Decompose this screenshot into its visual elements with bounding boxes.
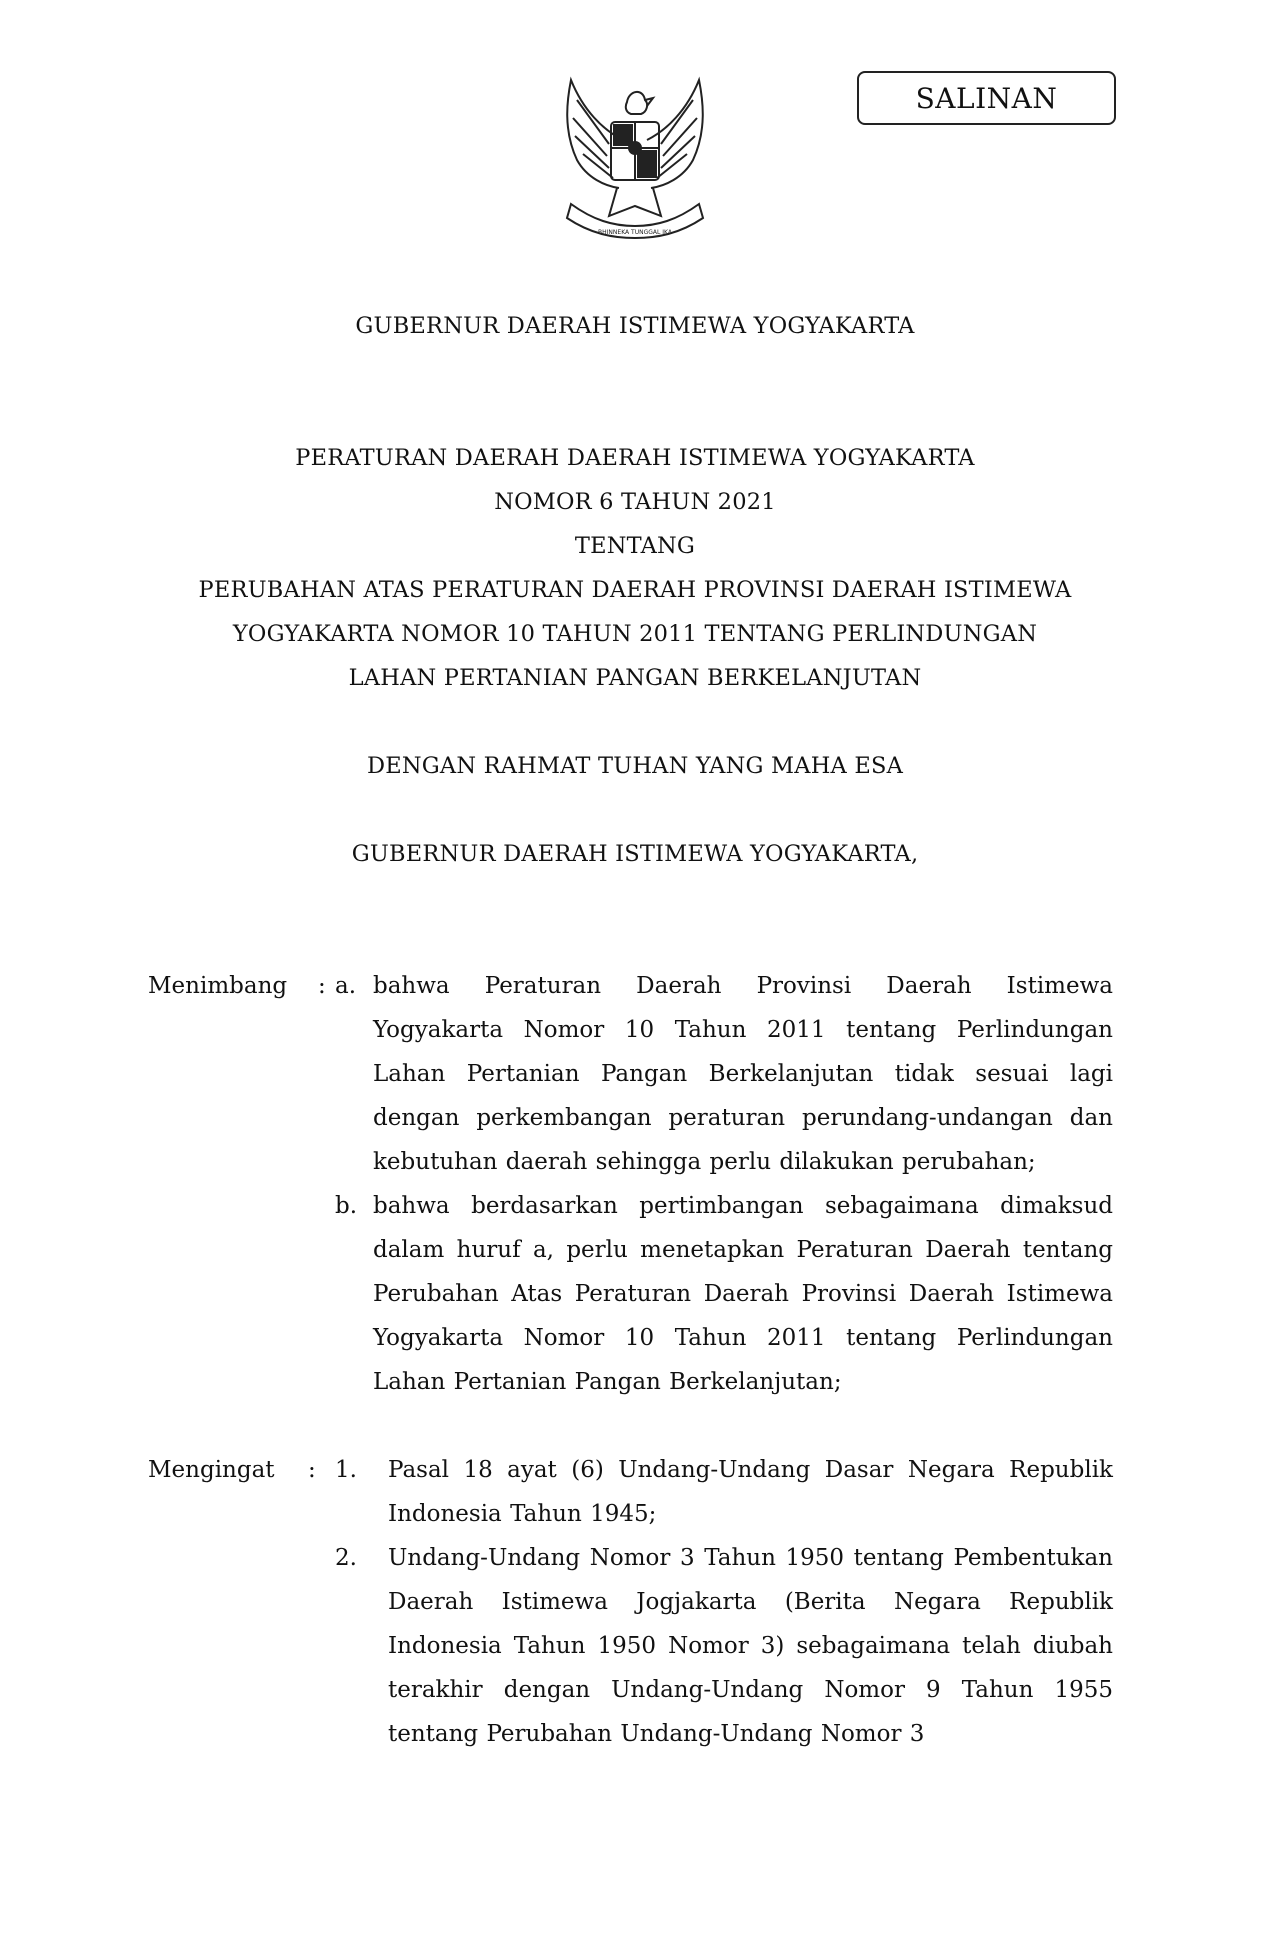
emblem-banner-text: BHINNEKA TUNGGAL IKA (598, 229, 672, 236)
enactor-line: GUBERNUR DAERAH ISTIMEWA YOGYAKARTA, (351, 841, 919, 867)
menimbang-colon: : (318, 973, 326, 999)
mengingat-item-2-marker: 2. (335, 1545, 357, 1571)
mengingat-item-2-text: Undang-Undang Nomor 3 Tahun 1950 tentang Pembentukan Daerah Istimewa Jogjakarta (Berita Negara Republik Indonesia Tahun 1950 Nomor 3) sebagaimana telah diubah terakhir dengan Undang-Undang Nomor 9 Tahun 1955 tentang Perubahan Undang-Undang Nomor 3 (388, 1545, 1113, 1747)
blessing-line: DENGAN RAHMAT TUHAN YANG MAHA ESA (366, 753, 904, 779)
menimbang-item-a-marker: a. (335, 973, 357, 999)
garuda-emblem-icon (553, 70, 717, 242)
regulation-subject-line-3: LAHAN PERTANIAN PANGAN BERKELANJUTAN (348, 665, 922, 691)
menimbang-label: Menimbang (148, 973, 288, 999)
regulation-number: NOMOR 6 TAHUN 2021 (494, 489, 776, 515)
menimbang-item-a-text: bahwa Peraturan Daerah Provinsi Daerah Istimewa Yogyakarta Nomor 10 Tahun 2011 tentang Perlindungan Lahan Pertanian Pangan Berkelanjutan tidak sesuai lagi dengan perkembangan peraturan perundang-undangan dan kebutuhan daerah sehingga perlu dilakukan perubahan; (373, 973, 1113, 1175)
regulation-tentang: TENTANG (574, 533, 696, 559)
mengingat-colon: : (308, 1457, 316, 1483)
regulation-subject-line-1: PERUBAHAN ATAS PERATURAN DAERAH PROVINSI DAERAH ISTIMEWA (198, 577, 1072, 603)
regulation-title-line-1: PERATURAN DAERAH DAERAH ISTIMEWA YOGYAKARTA (295, 445, 975, 471)
mengingat-item-1-text: Pasal 18 ayat (6) Undang-Undang Dasar Negara Republik Indonesia Tahun 1945; (388, 1457, 1113, 1527)
menimbang-item-b-text: bahwa berdasarkan pertimbangan sebagaimana dimaksud dalam huruf a, perlu menetapkan Peraturan Daerah tentang Perubahan Atas Peraturan Daerah Provinsi Daerah Istimewa Yogyakarta Nomor 10 Tahun 2011 tentang Perlindungan Lahan Pertanian Pangan Berkelanjutan; (373, 1193, 1113, 1395)
mengingat-item-1-marker: 1. (335, 1457, 357, 1483)
authority-heading: GUBERNUR DAERAH ISTIMEWA YOGYAKARTA (355, 313, 915, 339)
menimbang-item-b-marker: b. (335, 1193, 358, 1219)
salinan-stamp: SALINAN (857, 71, 1116, 125)
regulation-subject-line-2: YOGYAKARTA NOMOR 10 TAHUN 2011 TENTANG PERLINDUNGAN (232, 621, 1038, 647)
mengingat-label: Mengingat (148, 1457, 275, 1483)
